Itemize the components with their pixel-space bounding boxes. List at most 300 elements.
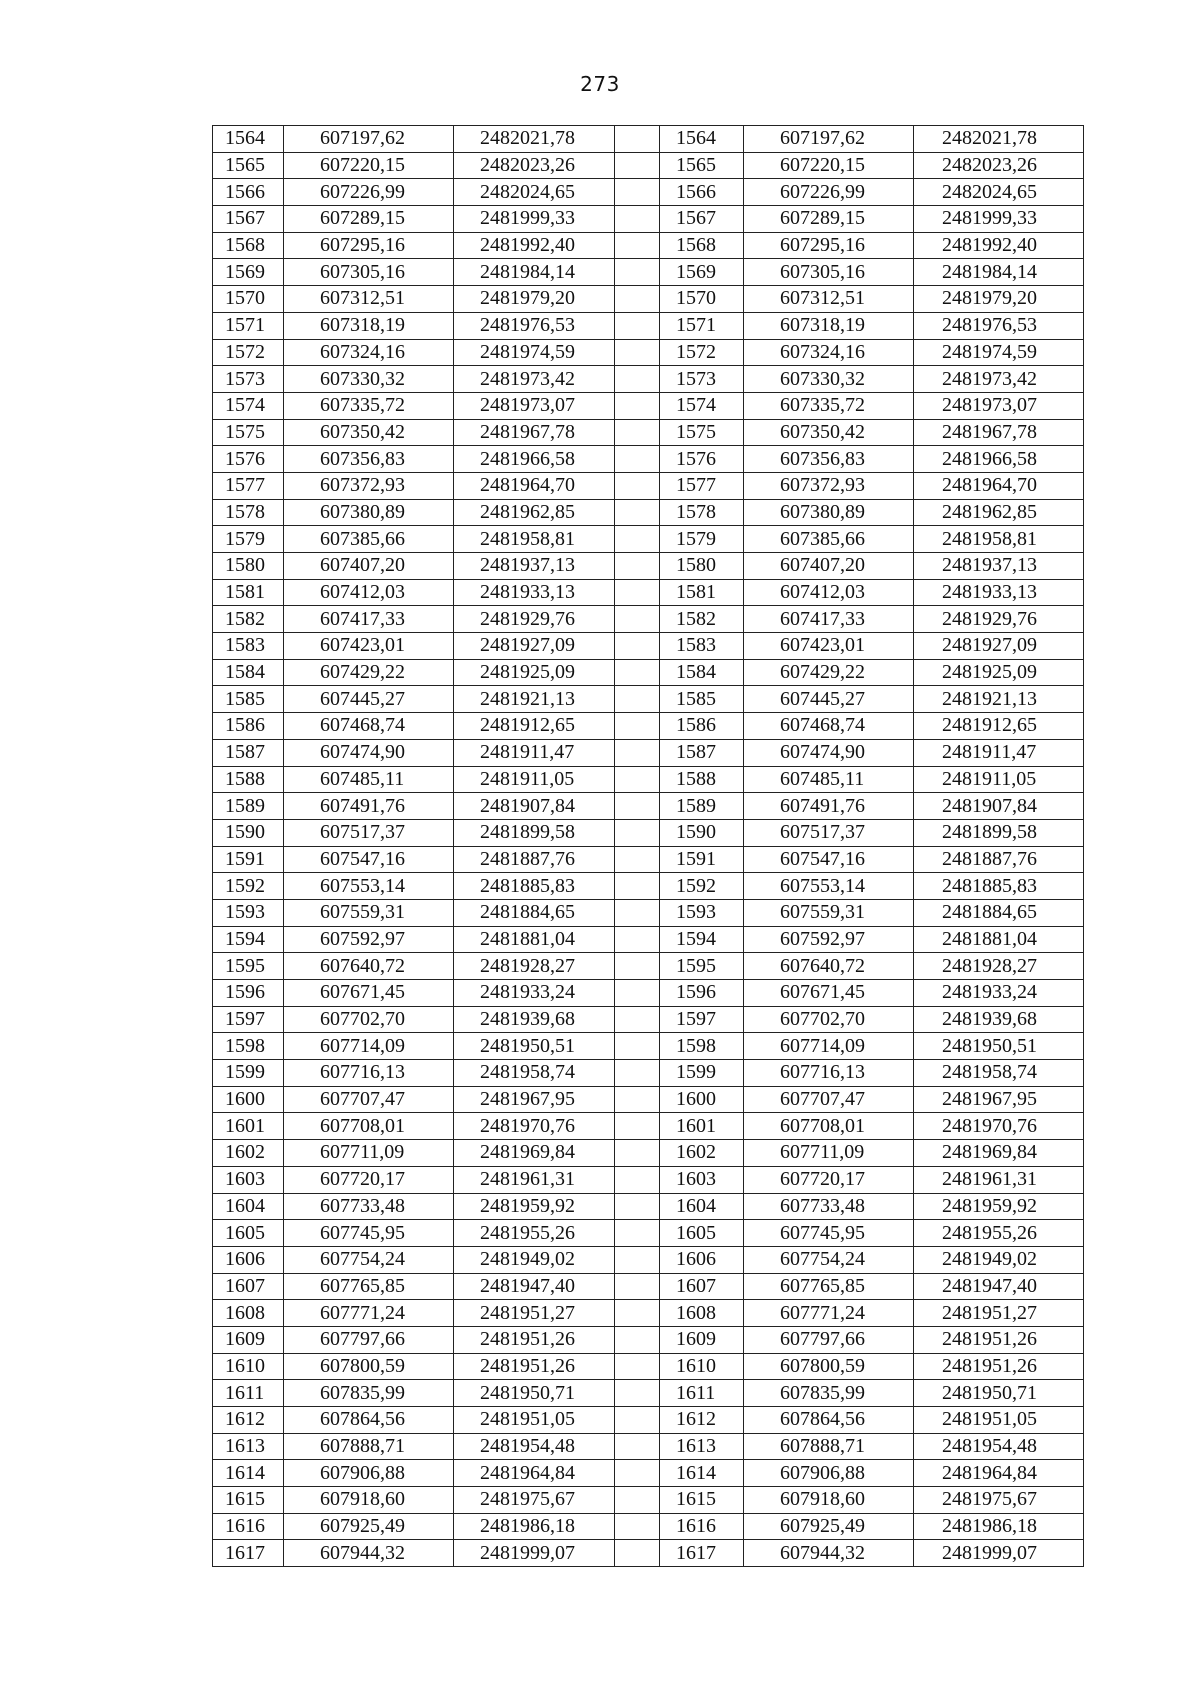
- table-row: [213, 1487, 1084, 1514]
- x-coordinate-cell: 607380,89: [744, 499, 914, 526]
- separator-cell: [615, 579, 660, 606]
- x-coordinate-cell: 607350,42: [284, 419, 454, 446]
- separator-cell: [615, 206, 660, 233]
- y-coordinate-cell: 2481976,53: [454, 312, 615, 339]
- x-coordinate-cell: 607226,99: [284, 179, 454, 206]
- x-coordinate-cell: 607491,76: [744, 793, 914, 820]
- x-coordinate-cell: 607330,32: [744, 366, 914, 393]
- table-row: [213, 953, 1084, 980]
- x-coordinate-cell: 607226,99: [744, 179, 914, 206]
- point-number-cell: 1584: [213, 659, 284, 686]
- separator-cell: [615, 899, 660, 926]
- point-number-cell: 1607: [660, 1273, 744, 1300]
- point-number-cell: 1585: [660, 686, 744, 713]
- table-row: [213, 286, 1084, 313]
- x-coordinate-cell: 607925,49: [744, 1513, 914, 1540]
- point-number-cell: 1610: [660, 1353, 744, 1380]
- coordinates-table: [212, 125, 1084, 1567]
- point-number-cell: 1587: [213, 739, 284, 766]
- y-coordinate-cell: 2481979,20: [454, 286, 615, 313]
- x-coordinate-cell: 607474,90: [284, 739, 454, 766]
- coordinates-table-body: [213, 126, 1084, 1567]
- point-number-cell: 1568: [213, 232, 284, 259]
- y-coordinate-cell: 2481921,13: [454, 686, 615, 713]
- x-coordinate-cell: 607335,72: [284, 392, 454, 419]
- x-coordinate-cell: 607197,62: [284, 126, 454, 153]
- table-row: [213, 846, 1084, 873]
- y-coordinate-cell: 2482024,65: [914, 179, 1084, 206]
- x-coordinate-cell: 607800,59: [284, 1353, 454, 1380]
- separator-cell: [615, 953, 660, 980]
- y-coordinate-cell: 2481937,13: [914, 553, 1084, 580]
- point-number-cell: 1606: [660, 1246, 744, 1273]
- y-coordinate-cell: 2481881,04: [914, 926, 1084, 953]
- separator-cell: [615, 419, 660, 446]
- y-coordinate-cell: 2481937,13: [454, 553, 615, 580]
- separator-cell: [615, 312, 660, 339]
- separator-cell: [615, 472, 660, 499]
- point-number-cell: 1609: [660, 1326, 744, 1353]
- y-coordinate-cell: 2481951,27: [914, 1300, 1084, 1327]
- y-coordinate-cell: 2481911,47: [454, 739, 615, 766]
- x-coordinate-cell: 607835,99: [284, 1380, 454, 1407]
- y-coordinate-cell: 2481933,24: [914, 980, 1084, 1007]
- separator-cell: [615, 1273, 660, 1300]
- x-coordinate-cell: 607468,74: [744, 713, 914, 740]
- y-coordinate-cell: 2481974,59: [454, 339, 615, 366]
- point-number-cell: 1599: [660, 1060, 744, 1087]
- y-coordinate-cell: 2481885,83: [914, 873, 1084, 900]
- separator-cell: [615, 232, 660, 259]
- x-coordinate-cell: 607324,16: [284, 339, 454, 366]
- x-coordinate-cell: 607468,74: [284, 713, 454, 740]
- x-coordinate-cell: 607289,15: [744, 206, 914, 233]
- point-number-cell: 1606: [213, 1246, 284, 1273]
- separator-cell: [615, 793, 660, 820]
- x-coordinate-cell: 607312,51: [744, 286, 914, 313]
- x-coordinate-cell: 607547,16: [744, 846, 914, 873]
- x-coordinate-cell: 607754,24: [284, 1246, 454, 1273]
- table-row: [213, 312, 1084, 339]
- y-coordinate-cell: 2482021,78: [454, 126, 615, 153]
- x-coordinate-cell: 607305,16: [284, 259, 454, 286]
- point-number-cell: 1566: [213, 179, 284, 206]
- separator-cell: [615, 1353, 660, 1380]
- x-coordinate-cell: 607372,93: [744, 472, 914, 499]
- table-row: [213, 766, 1084, 793]
- point-number-cell: 1584: [660, 659, 744, 686]
- x-coordinate-cell: 607640,72: [284, 953, 454, 980]
- x-coordinate-cell: 607702,70: [284, 1006, 454, 1033]
- separator-cell: [615, 259, 660, 286]
- x-coordinate-cell: 607888,71: [744, 1433, 914, 1460]
- y-coordinate-cell: 2481984,14: [914, 259, 1084, 286]
- separator-cell: [615, 766, 660, 793]
- x-coordinate-cell: 607356,83: [284, 446, 454, 473]
- separator-cell: [615, 819, 660, 846]
- separator-cell: [615, 1460, 660, 1487]
- x-coordinate-cell: 607417,33: [284, 606, 454, 633]
- x-coordinate-cell: 607305,16: [744, 259, 914, 286]
- y-coordinate-cell: 2482024,65: [454, 179, 615, 206]
- x-coordinate-cell: 607864,56: [744, 1407, 914, 1434]
- x-coordinate-cell: 607797,66: [284, 1326, 454, 1353]
- table-row: [213, 926, 1084, 953]
- y-coordinate-cell: 2481999,07: [454, 1540, 615, 1567]
- point-number-cell: 1571: [213, 312, 284, 339]
- point-number-cell: 1574: [660, 392, 744, 419]
- x-coordinate-cell: 607423,01: [284, 633, 454, 660]
- y-coordinate-cell: 2481951,26: [914, 1326, 1084, 1353]
- x-coordinate-cell: 607553,14: [744, 873, 914, 900]
- separator-cell: [615, 1487, 660, 1514]
- separator-cell: [615, 446, 660, 473]
- separator-cell: [615, 1113, 660, 1140]
- y-coordinate-cell: 2481975,67: [454, 1487, 615, 1514]
- x-coordinate-cell: 607702,70: [744, 1006, 914, 1033]
- x-coordinate-cell: 607711,09: [284, 1140, 454, 1167]
- point-number-cell: 1614: [660, 1460, 744, 1487]
- y-coordinate-cell: 2481949,02: [454, 1246, 615, 1273]
- y-coordinate-cell: 2481992,40: [454, 232, 615, 259]
- table-row: [213, 499, 1084, 526]
- point-number-cell: 1598: [213, 1033, 284, 1060]
- separator-cell: [615, 152, 660, 179]
- y-coordinate-cell: 2481979,20: [914, 286, 1084, 313]
- separator-cell: [615, 1326, 660, 1353]
- separator-cell: [615, 1060, 660, 1087]
- table-row: [213, 339, 1084, 366]
- table-row: [213, 206, 1084, 233]
- table-row: [213, 980, 1084, 1007]
- point-number-cell: 1597: [660, 1006, 744, 1033]
- point-number-cell: 1610: [213, 1353, 284, 1380]
- y-coordinate-cell: 2481986,18: [454, 1513, 615, 1540]
- x-coordinate-cell: 607220,15: [284, 152, 454, 179]
- x-coordinate-cell: 607429,22: [284, 659, 454, 686]
- point-number-cell: 1617: [213, 1540, 284, 1567]
- separator-cell: [615, 1220, 660, 1247]
- point-number-cell: 1581: [213, 579, 284, 606]
- point-number-cell: 1594: [213, 926, 284, 953]
- y-coordinate-cell: 2481911,05: [914, 766, 1084, 793]
- separator-cell: [615, 980, 660, 1007]
- x-coordinate-cell: 607592,97: [284, 926, 454, 953]
- y-coordinate-cell: 2481964,84: [914, 1460, 1084, 1487]
- point-number-cell: 1605: [213, 1220, 284, 1247]
- y-coordinate-cell: 2481884,65: [914, 899, 1084, 926]
- separator-cell: [615, 526, 660, 553]
- table-row: [213, 1006, 1084, 1033]
- y-coordinate-cell: 2481949,02: [914, 1246, 1084, 1273]
- separator-cell: [615, 499, 660, 526]
- y-coordinate-cell: 2481928,27: [454, 953, 615, 980]
- point-number-cell: 1579: [213, 526, 284, 553]
- x-coordinate-cell: 607800,59: [744, 1353, 914, 1380]
- x-coordinate-cell: 607318,19: [284, 312, 454, 339]
- x-coordinate-cell: 607417,33: [744, 606, 914, 633]
- point-number-cell: 1588: [213, 766, 284, 793]
- separator-cell: [615, 1433, 660, 1460]
- y-coordinate-cell: 2481933,24: [454, 980, 615, 1007]
- point-number-cell: 1605: [660, 1220, 744, 1247]
- x-coordinate-cell: 607918,60: [284, 1487, 454, 1514]
- y-coordinate-cell: 2481973,42: [454, 366, 615, 393]
- table-row: [213, 126, 1084, 153]
- y-coordinate-cell: 2481950,51: [454, 1033, 615, 1060]
- point-number-cell: 1600: [660, 1086, 744, 1113]
- point-number-cell: 1603: [213, 1166, 284, 1193]
- separator-cell: [615, 1513, 660, 1540]
- x-coordinate-cell: 607491,76: [284, 793, 454, 820]
- y-coordinate-cell: 2481911,05: [454, 766, 615, 793]
- x-coordinate-cell: 607350,42: [744, 419, 914, 446]
- point-number-cell: 1587: [660, 739, 744, 766]
- separator-cell: [615, 366, 660, 393]
- x-coordinate-cell: 607711,09: [744, 1140, 914, 1167]
- x-coordinate-cell: 607553,14: [284, 873, 454, 900]
- x-coordinate-cell: 607906,88: [744, 1460, 914, 1487]
- point-number-cell: 1578: [660, 499, 744, 526]
- y-coordinate-cell: 2481967,95: [454, 1086, 615, 1113]
- y-coordinate-cell: 2481974,59: [914, 339, 1084, 366]
- separator-cell: [615, 606, 660, 633]
- y-coordinate-cell: 2481929,76: [914, 606, 1084, 633]
- y-coordinate-cell: 2481955,26: [914, 1220, 1084, 1247]
- x-coordinate-cell: 607944,32: [284, 1540, 454, 1567]
- point-number-cell: 1586: [213, 713, 284, 740]
- y-coordinate-cell: 2481951,26: [454, 1326, 615, 1353]
- x-coordinate-cell: 607412,03: [284, 579, 454, 606]
- y-coordinate-cell: 2481951,27: [454, 1300, 615, 1327]
- point-number-cell: 1576: [660, 446, 744, 473]
- separator-cell: [615, 1193, 660, 1220]
- separator-cell: [615, 1166, 660, 1193]
- separator-cell: [615, 339, 660, 366]
- y-coordinate-cell: 2481959,92: [454, 1193, 615, 1220]
- point-number-cell: 1614: [213, 1460, 284, 1487]
- table-row: [213, 579, 1084, 606]
- x-coordinate-cell: 607771,24: [284, 1300, 454, 1327]
- x-coordinate-cell: 607407,20: [744, 553, 914, 580]
- x-coordinate-cell: 607771,24: [744, 1300, 914, 1327]
- x-coordinate-cell: 607671,45: [284, 980, 454, 1007]
- separator-cell: [615, 713, 660, 740]
- point-number-cell: 1578: [213, 499, 284, 526]
- separator-cell: [615, 1086, 660, 1113]
- y-coordinate-cell: 2481899,58: [454, 819, 615, 846]
- table-row: [213, 686, 1084, 713]
- table-row: [213, 819, 1084, 846]
- table-row: [213, 1513, 1084, 1540]
- y-coordinate-cell: 2481967,95: [914, 1086, 1084, 1113]
- point-number-cell: 1596: [213, 980, 284, 1007]
- point-number-cell: 1591: [213, 846, 284, 873]
- table-row: [213, 1273, 1084, 1300]
- point-number-cell: 1613: [660, 1433, 744, 1460]
- y-coordinate-cell: 2481966,58: [914, 446, 1084, 473]
- x-coordinate-cell: 607197,62: [744, 126, 914, 153]
- point-number-cell: 1598: [660, 1033, 744, 1060]
- x-coordinate-cell: 607559,31: [744, 899, 914, 926]
- table-row: [213, 1086, 1084, 1113]
- x-coordinate-cell: 607944,32: [744, 1540, 914, 1567]
- separator-cell: [615, 1380, 660, 1407]
- point-number-cell: 1602: [660, 1140, 744, 1167]
- y-coordinate-cell: 2481999,07: [914, 1540, 1084, 1567]
- y-coordinate-cell: 2481970,76: [454, 1113, 615, 1140]
- x-coordinate-cell: 607864,56: [284, 1407, 454, 1434]
- separator-cell: [615, 873, 660, 900]
- table-row: [213, 1193, 1084, 1220]
- y-coordinate-cell: 2481992,40: [914, 232, 1084, 259]
- x-coordinate-cell: 607517,37: [744, 819, 914, 846]
- table-row: [213, 1220, 1084, 1247]
- x-coordinate-cell: 607888,71: [284, 1433, 454, 1460]
- y-coordinate-cell: 2481933,13: [454, 579, 615, 606]
- table-row: [213, 739, 1084, 766]
- x-coordinate-cell: 607429,22: [744, 659, 914, 686]
- separator-cell: [615, 286, 660, 313]
- point-number-cell: 1593: [213, 899, 284, 926]
- point-number-cell: 1577: [660, 472, 744, 499]
- point-number-cell: 1613: [213, 1433, 284, 1460]
- x-coordinate-cell: 607295,16: [744, 232, 914, 259]
- x-coordinate-cell: 607318,19: [744, 312, 914, 339]
- table-row: [213, 1540, 1084, 1567]
- y-coordinate-cell: 2481951,26: [914, 1353, 1084, 1380]
- x-coordinate-cell: 607220,15: [744, 152, 914, 179]
- x-coordinate-cell: 607765,85: [744, 1273, 914, 1300]
- point-number-cell: 1576: [213, 446, 284, 473]
- y-coordinate-cell: 2481907,84: [454, 793, 615, 820]
- x-coordinate-cell: 607385,66: [284, 526, 454, 553]
- table-row: [213, 366, 1084, 393]
- table-row: [213, 1113, 1084, 1140]
- point-number-cell: 1582: [660, 606, 744, 633]
- y-coordinate-cell: 2481950,71: [454, 1380, 615, 1407]
- table-row: [213, 1407, 1084, 1434]
- table-row: [213, 152, 1084, 179]
- y-coordinate-cell: 2481925,09: [914, 659, 1084, 686]
- y-coordinate-cell: 2481951,05: [454, 1407, 615, 1434]
- y-coordinate-cell: 2481887,76: [454, 846, 615, 873]
- x-coordinate-cell: 607707,47: [284, 1086, 454, 1113]
- separator-cell: [615, 739, 660, 766]
- y-coordinate-cell: 2481951,26: [454, 1353, 615, 1380]
- x-coordinate-cell: 607640,72: [744, 953, 914, 980]
- table-row: [213, 1380, 1084, 1407]
- x-coordinate-cell: 607708,01: [744, 1113, 914, 1140]
- y-coordinate-cell: 2481958,81: [914, 526, 1084, 553]
- y-coordinate-cell: 2481999,33: [914, 206, 1084, 233]
- point-number-cell: 1617: [660, 1540, 744, 1567]
- separator-cell: [615, 1140, 660, 1167]
- x-coordinate-cell: 607707,47: [744, 1086, 914, 1113]
- separator-cell: [615, 553, 660, 580]
- point-number-cell: 1570: [213, 286, 284, 313]
- point-number-cell: 1609: [213, 1326, 284, 1353]
- x-coordinate-cell: 607925,49: [284, 1513, 454, 1540]
- y-coordinate-cell: 2481973,42: [914, 366, 1084, 393]
- table-row: [213, 1033, 1084, 1060]
- point-number-cell: 1596: [660, 980, 744, 1007]
- point-number-cell: 1611: [213, 1380, 284, 1407]
- y-coordinate-cell: 2481967,78: [454, 419, 615, 446]
- point-number-cell: 1582: [213, 606, 284, 633]
- point-number-cell: 1593: [660, 899, 744, 926]
- y-coordinate-cell: 2481999,33: [454, 206, 615, 233]
- y-coordinate-cell: 2481954,48: [914, 1433, 1084, 1460]
- point-number-cell: 1612: [660, 1407, 744, 1434]
- y-coordinate-cell: 2482023,26: [914, 152, 1084, 179]
- separator-cell: [615, 1407, 660, 1434]
- table-row: [213, 1460, 1084, 1487]
- point-number-cell: 1604: [660, 1193, 744, 1220]
- separator-cell: [615, 1300, 660, 1327]
- point-number-cell: 1567: [213, 206, 284, 233]
- separator-cell: [615, 846, 660, 873]
- point-number-cell: 1586: [660, 713, 744, 740]
- y-coordinate-cell: 2481962,85: [454, 499, 615, 526]
- y-coordinate-cell: 2481958,74: [454, 1060, 615, 1087]
- y-coordinate-cell: 2481964,70: [914, 472, 1084, 499]
- x-coordinate-cell: 607745,95: [744, 1220, 914, 1247]
- separator-cell: [615, 1246, 660, 1273]
- y-coordinate-cell: 2481973,07: [454, 392, 615, 419]
- x-coordinate-cell: 607708,01: [284, 1113, 454, 1140]
- separator-cell: [615, 926, 660, 953]
- table-row: [213, 446, 1084, 473]
- point-number-cell: 1564: [660, 126, 744, 153]
- point-number-cell: 1601: [660, 1113, 744, 1140]
- table-row: [213, 232, 1084, 259]
- point-number-cell: 1567: [660, 206, 744, 233]
- x-coordinate-cell: 607356,83: [744, 446, 914, 473]
- table-row: [213, 1300, 1084, 1327]
- y-coordinate-cell: 2481966,58: [454, 446, 615, 473]
- table-row: [213, 553, 1084, 580]
- x-coordinate-cell: 607385,66: [744, 526, 914, 553]
- y-coordinate-cell: 2481929,76: [454, 606, 615, 633]
- y-coordinate-cell: 2481939,68: [914, 1006, 1084, 1033]
- table-row: [213, 472, 1084, 499]
- x-coordinate-cell: 607720,17: [744, 1166, 914, 1193]
- point-number-cell: 1580: [213, 553, 284, 580]
- x-coordinate-cell: 607547,16: [284, 846, 454, 873]
- point-number-cell: 1591: [660, 846, 744, 873]
- x-coordinate-cell: 607714,09: [744, 1033, 914, 1060]
- x-coordinate-cell: 607423,01: [744, 633, 914, 660]
- table-row: [213, 419, 1084, 446]
- point-number-cell: 1568: [660, 232, 744, 259]
- point-number-cell: 1611: [660, 1380, 744, 1407]
- point-number-cell: 1594: [660, 926, 744, 953]
- x-coordinate-cell: 607733,48: [284, 1193, 454, 1220]
- table-row: [213, 179, 1084, 206]
- table-row: [213, 1246, 1084, 1273]
- y-coordinate-cell: 2481887,76: [914, 846, 1084, 873]
- table-row: [213, 1140, 1084, 1167]
- separator-cell: [615, 392, 660, 419]
- table-row: [213, 1166, 1084, 1193]
- point-number-cell: 1615: [660, 1487, 744, 1514]
- separator-cell: [615, 633, 660, 660]
- y-coordinate-cell: 2481933,13: [914, 579, 1084, 606]
- x-coordinate-cell: 607485,11: [744, 766, 914, 793]
- table-row: [213, 1353, 1084, 1380]
- point-number-cell: 1575: [213, 419, 284, 446]
